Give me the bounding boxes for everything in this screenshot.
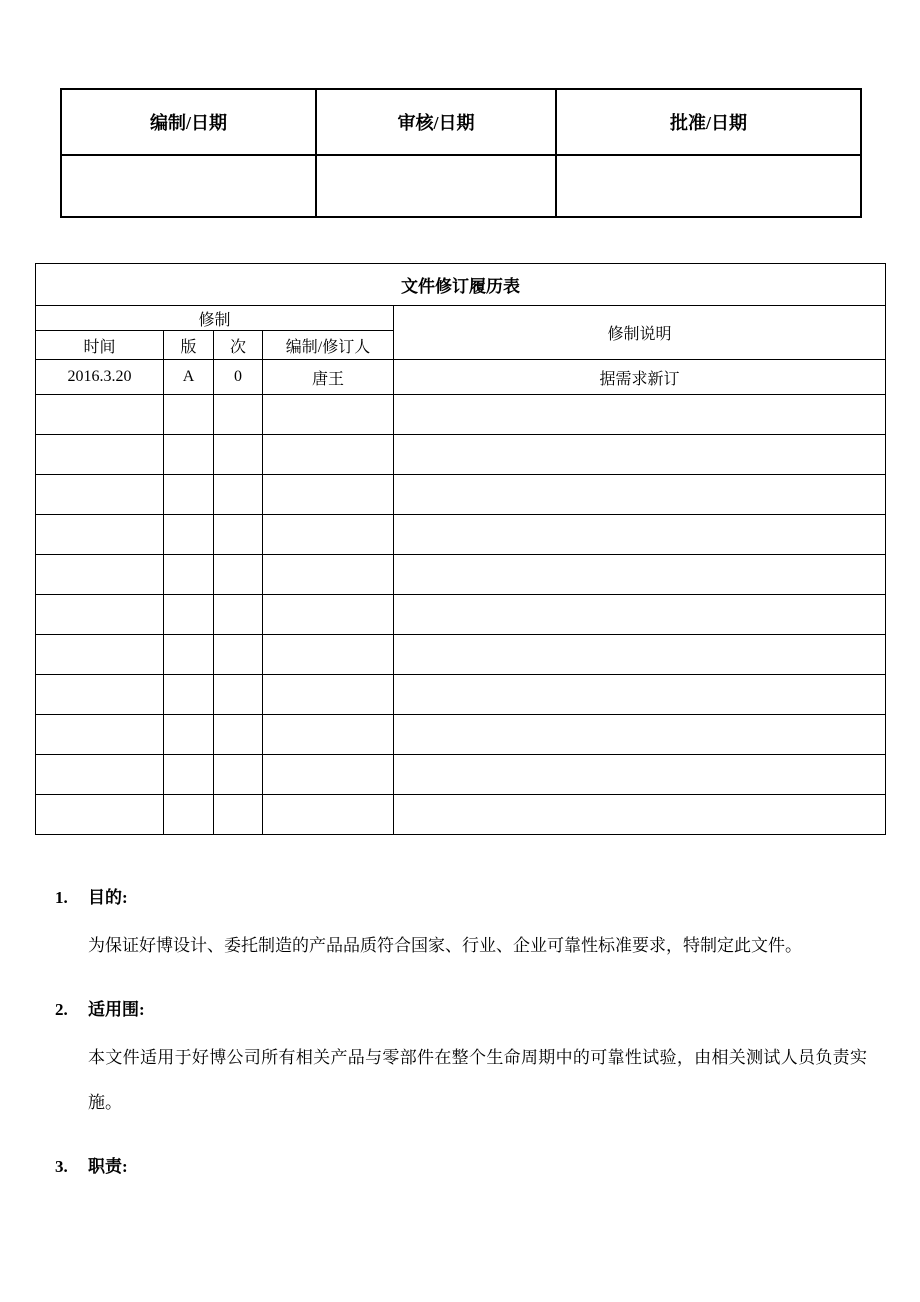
- revision-empty-row: [36, 675, 886, 715]
- column-header-version: 版: [164, 331, 214, 360]
- revision-empty-row: [36, 395, 886, 435]
- approval-header-reviewed: 审核/日期: [316, 89, 556, 155]
- section-purpose-number: 1.: [55, 888, 68, 907]
- column-header-editor: 编制/修订人: [263, 331, 394, 360]
- revision-empty-row: [36, 635, 886, 675]
- revision-table-title: 文件修订履历表: [36, 264, 886, 306]
- revision-version: A: [164, 360, 214, 395]
- section-scope-number: 2.: [55, 1000, 68, 1019]
- revision-description: 据需求新订: [394, 360, 886, 395]
- approval-header-compiled: 编制/日期: [61, 89, 316, 155]
- document-body: [55, 886, 867, 1209]
- approval-header-row: [61, 89, 861, 155]
- revision-empty-row: [36, 595, 886, 635]
- column-header-time: 时间: [36, 331, 164, 360]
- column-header-revision: 次: [214, 331, 263, 360]
- approval-signature-row: [61, 155, 861, 217]
- revision-editor: 唐王: [263, 360, 394, 395]
- revision-empty-row: [36, 515, 886, 555]
- revision-number: 0: [214, 360, 263, 395]
- section-responsibility-heading: [55, 1155, 867, 1179]
- section-responsibility: [55, 1155, 867, 1179]
- approval-table: [60, 88, 862, 218]
- approval-header-approved: 批准/日期: [556, 89, 861, 155]
- revision-empty-row: [36, 435, 886, 475]
- revision-data-row: [36, 360, 886, 395]
- revision-empty-row: [36, 555, 886, 595]
- revision-group-header: 修制: [36, 306, 394, 331]
- section-scope-paragraph: 本文件适用于好博公司所有相关产品与零部件在整个生命周期中的可靠性试验，由相关测试人员负责实施。: [88, 1048, 867, 1112]
- approval-cell-compiled: [61, 155, 316, 217]
- section-responsibility-number: 3.: [55, 1157, 68, 1176]
- section-purpose-heading: [55, 886, 867, 910]
- section-scope-heading: [55, 998, 867, 1022]
- section-purpose-title: 目的:: [88, 888, 128, 907]
- section-scope-title: 适用围:: [88, 1000, 145, 1019]
- approval-cell-reviewed: [316, 155, 556, 217]
- revision-history-table: [35, 263, 886, 835]
- revision-title-row: [36, 264, 886, 306]
- revision-time: 2016.3.20: [36, 360, 164, 395]
- section-purpose: [55, 886, 867, 968]
- revision-empty-row: [36, 475, 886, 515]
- section-scope: [55, 998, 867, 1125]
- revision-empty-row: [36, 755, 886, 795]
- approval-cell-approved: [556, 155, 861, 217]
- section-purpose-paragraph: 为保证好博设计、委托制造的产品品质符合国家、行业、企业可靠性标准要求，特制定此文件。: [88, 936, 802, 955]
- revision-group-header-row: [36, 306, 886, 331]
- revision-empty-row: [36, 715, 886, 755]
- revision-empty-row: [36, 795, 886, 835]
- section-responsibility-title: 职责:: [88, 1157, 128, 1176]
- revision-description-header: 修制说明: [394, 306, 886, 360]
